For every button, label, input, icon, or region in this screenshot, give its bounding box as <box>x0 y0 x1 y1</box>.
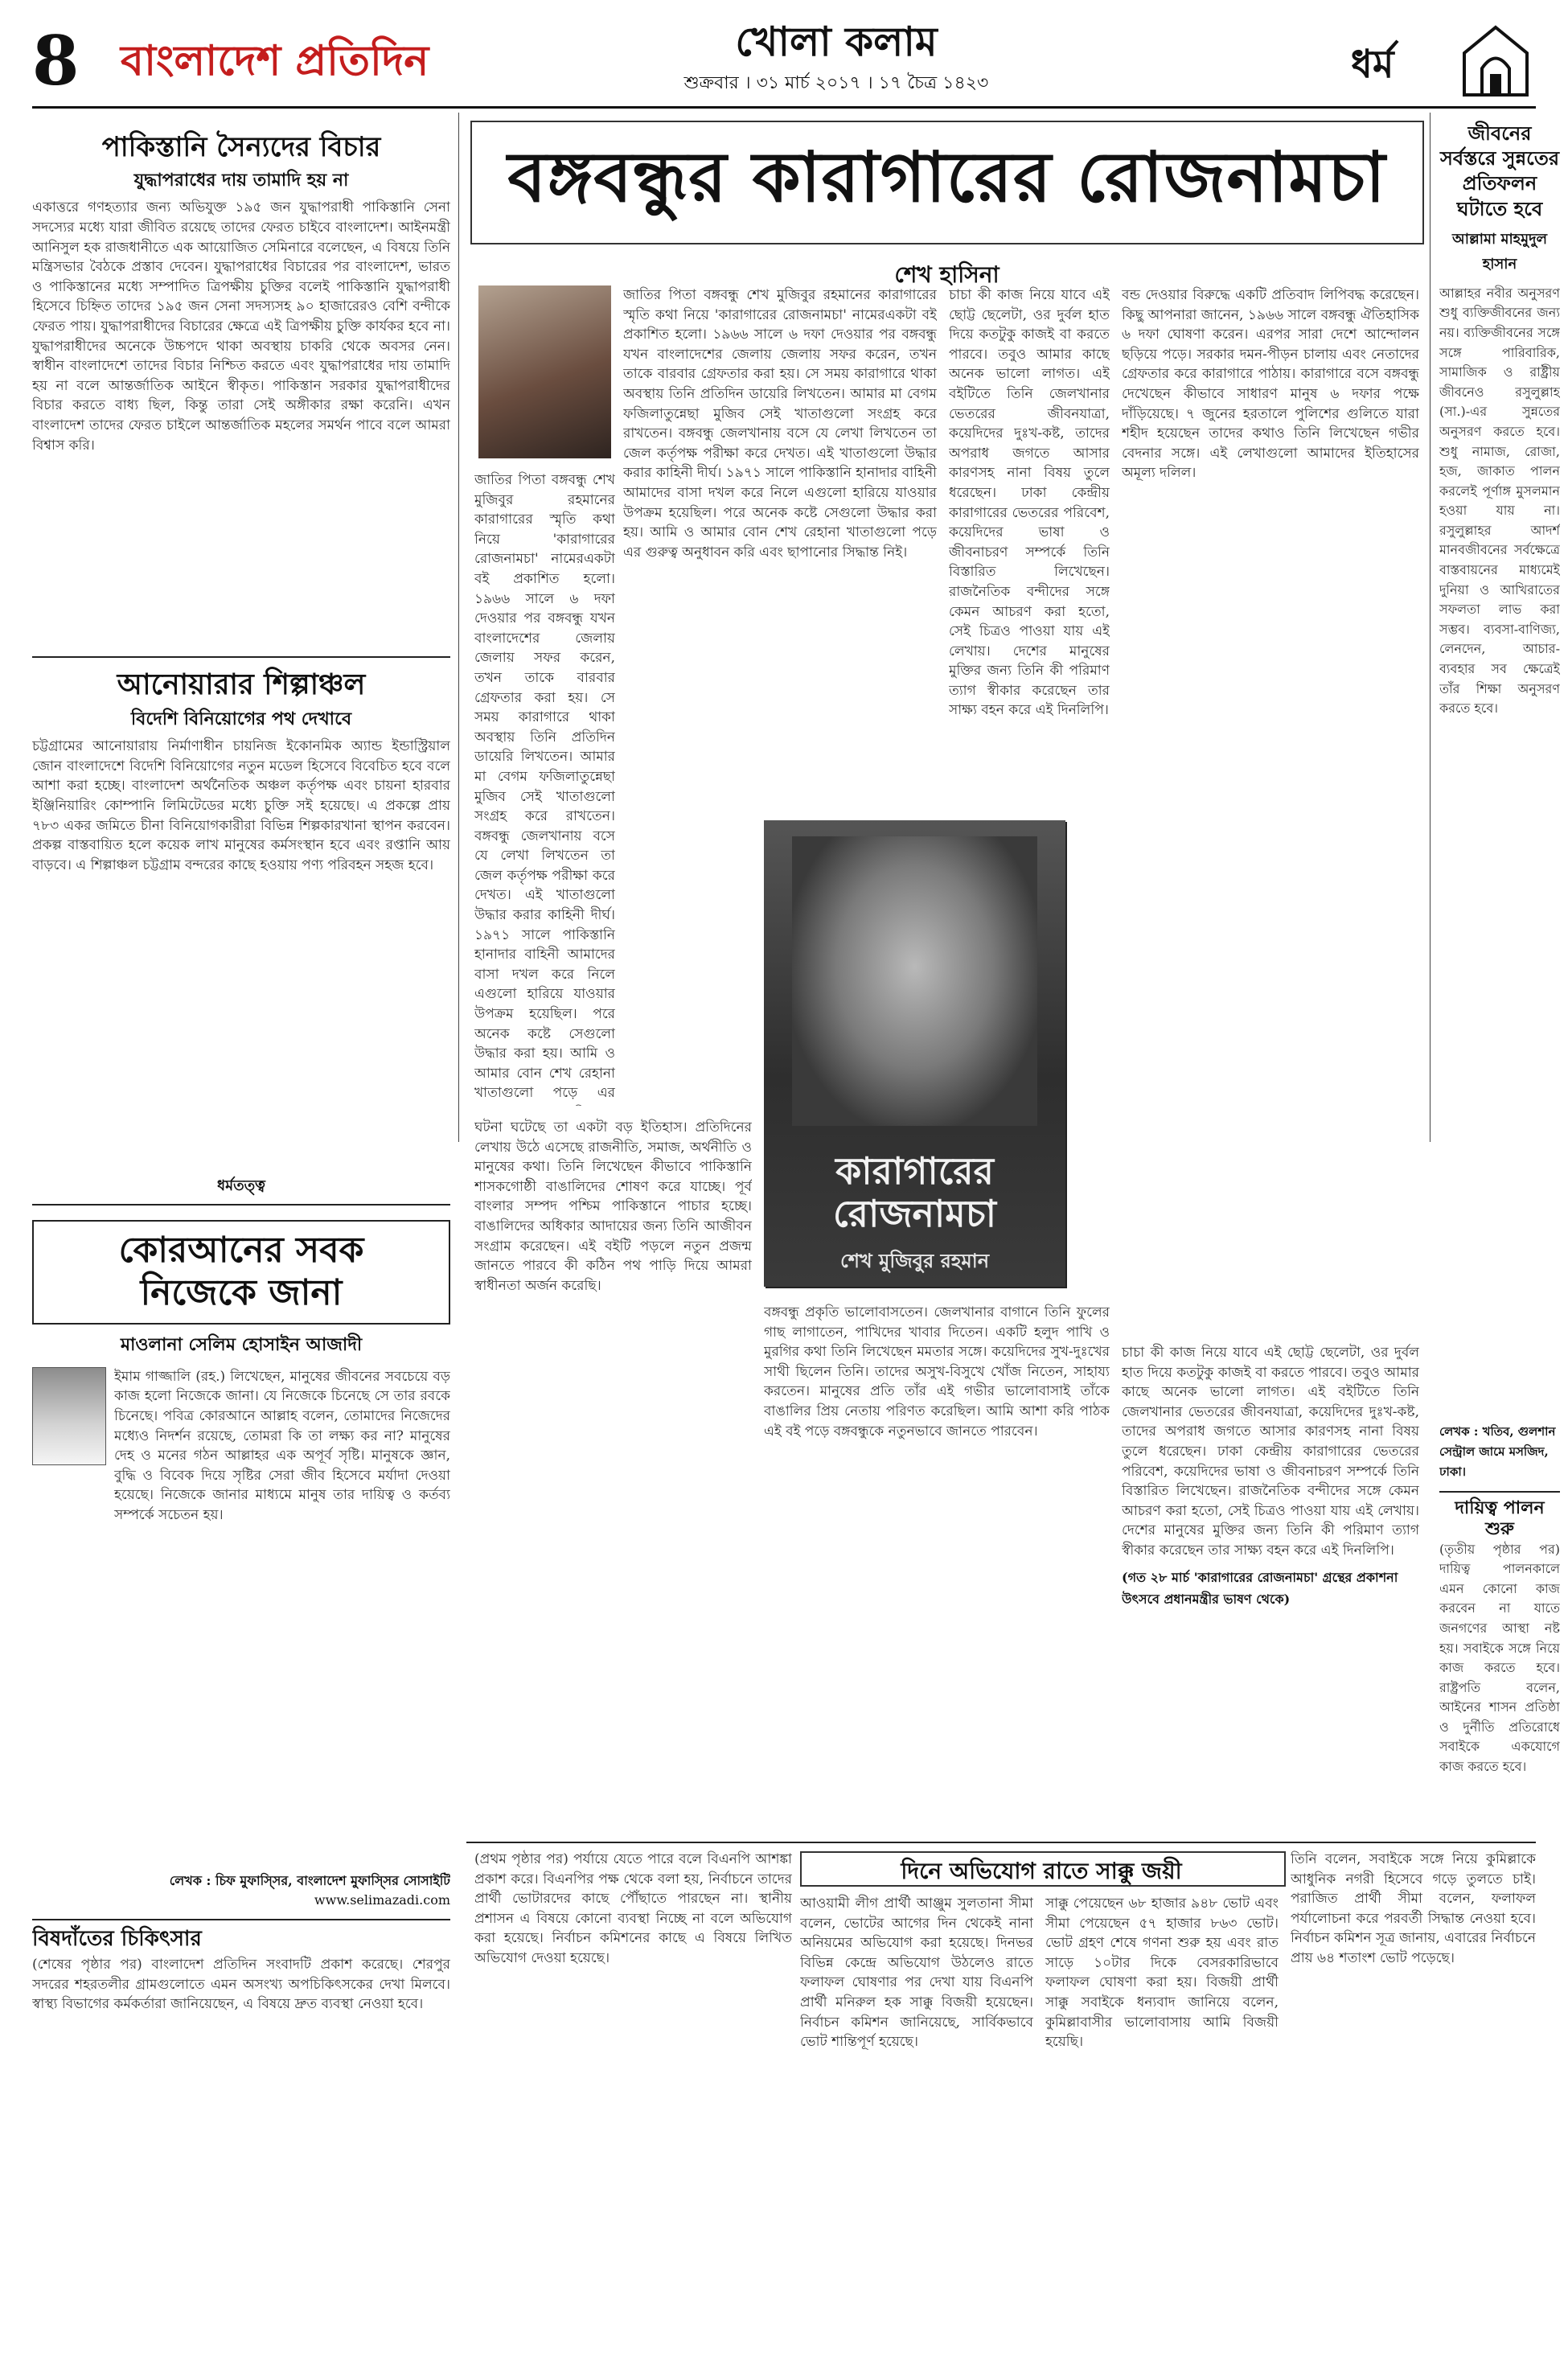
book-author: শেখ মুজিবুর রহমান <box>839 1249 990 1272</box>
box-title: দায়িত্ব পালন শুরু <box>1455 1497 1545 1540</box>
bottom-column-3 <box>1045 1894 1279 2364</box>
book-title-line2: রোজনামচা <box>833 1191 996 1235</box>
article-title: আনোয়ারার শিল্পাঞ্চল <box>117 667 366 702</box>
article-treatment <box>32 1927 450 2076</box>
article-subtitle: যুদ্ধাপরাধের দায় তামাদি হয় না <box>133 169 349 191</box>
page-number: 8 <box>32 21 80 101</box>
bottom-column-1 <box>474 1850 792 2364</box>
article-body: (শেষের পৃষ্ঠার পর) বাংলাদেশ প্রতিদিন সংবাদটি প্রকাশ করেছে। শেরপুর সদরের শহরতলীর গ্রামগুলোতে এমন অসংখ্য অপচিকিৎসকের দেখা মিলবে। স্বাস্থ্য বিভাগের কর্মকর্তারা জানিয়েছেন, এ বিষয়ে দ্রুত ব্যবস্থা নেওয়া হবে। <box>32 1956 450 2013</box>
article-body: বঙ্গবন্ধু প্রকৃতি ভালোবাসতেন। জেলখানার বাগানে তিনি ফুলের গাছ লাগাতেন, পাখিদের খাবার দিতেন। একটি হলুদ পাখি ও মুরগির কথা তিনি লিখেছেন মমতার সঙ্গে। কয়েদিদের সুখ-দুঃখের সাথী ছিলেন তিনি। তাদের অসুখ-বিসুখে খোঁজ নিতেন, সাহায্য করতেন। মানুষের প্রতি তাঁর এই গভীর ভালোবাসাই তাঁকে বাঙালির প্রিয় নেতায় পরিণত করেছিল। আমি আশা করি পাঠক এই বই পড়ে বঙ্গবন্ধুকে নতুনভাবে জানতে পারবেন। <box>764 1304 1110 1440</box>
main-headline: বঙ্গবন্ধুর কারাগারের রোজনামচা <box>507 137 1386 218</box>
dateline: শুক্রবার । ৩১ মার্চ ২০১৭ । ১৭ চৈত্র ১৪২৩ <box>683 73 989 93</box>
article-body: সাক্কু পেয়েছেন ৬৮ হাজার ৯৪৮ ভোট এবং সীমা পেয়েছেন ৫৭ হাজার ৮৬৩ ভোট। ভোট গ্রহণ শেষে গণনা শুরু হয় এবং রাত সাড়ে ১০টার দিকে বেসরকারিভাবে ফলাফল ঘোষণা করা হয়। বিজয়ী প্রার্থী সাক্কু সবাইকে ধন্যবাদ জানিয়ে বলেন, কুমিল্লাবাসীর ভালোবাসায় আমি বিজয়ী হয়েছি। <box>1045 1896 1279 2051</box>
article-title-line1: কোরআনের সবক <box>118 1230 364 1271</box>
main-column-a-cont <box>474 470 615 1106</box>
article-body: বন্ড দেওয়ার বিরুদ্ধে একটি প্রতিবাদ লিপিবদ্ধ করেছেন। কিছু আপনারা জানেন, ১৯৬৬ সালে বঙ্গবন্ধু ঐতিহাসিক ৬ দফা ঘোষণা করেন। এরপর সারা দেশে আন্দোলন ছড়িয়ে পড়ে। সরকার দমন-পীড়ন চালায় এবং নেতাদের গ্রেফতার করে কারাগারে পাঠায়। কারাগারে বসে বঙ্গবন্ধু দেখেছেন কীভাবে সাধারণ মানুষ ৬ দফার পক্ষে দাঁড়িয়েছে। ৭ জুনের হরতালে পুলিশের গুলিতে যারা শহীদ হয়েছেন তাদের কথাও তিনি লিখেছেন গভীর বেদনার সঙ্গে। এই লেখাগুলো আমাদের ইতিহাসের অমূল্য দলিল। <box>1122 287 1419 482</box>
author-website[interactable]: www.selimazadi.com <box>314 1891 450 1908</box>
article-title-line2: নিজেকে জানা <box>140 1271 343 1313</box>
article-signature: লেখক : চিফ মুফাস্সির, বাংলাদেশ মুফাস্সির সোসাইটি <box>169 1872 450 1888</box>
book-title-line1: কারাগারের <box>835 1149 994 1193</box>
article-pakistan <box>32 131 450 648</box>
article-signature: লেখক : খতিব, গুলশান সেন্ট্রাল জামে মসজিদ, ঢাকা। <box>1439 1423 1556 1479</box>
article-body: ইমাম গাজ্জালি (রহ.) লিখেছেন, মানুষের জীবনের সবচেয়ে বড় কাজ হলো নিজেকে জানা। যে নিজেকে চিনেছে সে তার রবকে চিনেছে। পবিত্র কোরআনে আল্লাহ বলেন, তোমাদের নিজেদের মধ্যেও নিদর্শন রয়েছে, তোমরা কি তা লক্ষ্য কর না? মানুষের দেহ ও মনের গঠন আল্লাহর এক অপূর্ব সৃষ্টি। মানুষকে জ্ঞান, বুদ্ধি ও বিবেক দিয়ে সৃষ্টির সেরা জীব হিসেবে মর্যাদা দেওয়া হয়েছে। নিজেকে জানার মাধ্যমে মানুষ তার দায়িত্ব ও কর্তব্য সম্পর্কে সচেতন হয়। <box>114 1368 450 1523</box>
rubric-label: ধর্মতত্ত্ব <box>32 1174 450 1205</box>
article-body: চাচা কী কাজ নিয়ে যাবে এই ছোট্ট ছেলেটা, ওর দুর্বল হাত দিয়ে কতটুকু কাজই বা করতে পারবে। তবুও আমার কাছে অনেক ভালো লাগত। এই বইটিতে তিনি জেলখানার ভেতরের জীবনযাত্রা, কয়েদিদের দুঃখ-কষ্ট, তাদের অপরাধ জগতে আসার কারণসহ নানা বিষয় তুলে ধরেছেন। ঢাকা কেন্দ্রীয় কারাগারের ভেতরের পরিবেশ, কয়েদিদের ভাষা ও জীবনাচরণ সম্পর্কে তিনি বিস্তারিত লিখেছেন। রাজনৈতিক বন্দীদের সঙ্গে কেমন আচরণ করা হতো, সেই চিত্রও পাওয়া যায় এই লেখায়। দেশের মানুষের মুক্তির জন্য তিনি কী পরিমাণ ত্যাগ স্বীকার করেছেন তার সাক্ষ্য বহন করে এই দিনলিপি। <box>949 287 1110 719</box>
bottom-column-2 <box>800 1894 1033 2364</box>
article-body: চট্টগ্রামের আনোয়ারায় নির্মাণাধীন চায়নিজ ইকোনমিক অ্যান্ড ইন্ডাস্ট্রিয়াল জোন বাংলাদেশে বিদেশি বিনিয়োগের নতুন মডেল হিসেবে বিবেচিত হবে বলে আশা করা হচ্ছে। বাংলাদেশ অর্থনৈতিক অঞ্চল কর্তৃপক্ষ এবং চায়না হারবার ইঞ্জিনিয়ারিং কোম্পানি লিমিটেডের মধ্যে চুক্তি সই হয়েছে। এ প্রকল্পে প্রায় ৭৮৩ একর জমিতে চীনা বিনিয়োগকারীরা বিভিন্ন শিল্পকারখানা স্থাপন করবেন। প্রকল্প বাস্তবায়িত হলে কয়েক লাখ মানুষের কর্মসংস্থান হবে এবং রপ্তানি আয় বাড়বে। এ শিল্পাঞ্চল চট্টগ্রাম বন্দরের কাছে হওয়ায় পণ্য পরিবহন সহজ হবে। <box>32 738 450 873</box>
left-column <box>32 117 450 2368</box>
article-body: জাতির পিতা বঙ্গবন্ধু শেখ মুজিবুর রহমানের কারাগারের স্মৃতি কথা নিয়ে 'কারাগারের রোজনামচা' নামেরএকটা বই প্রকাশিত হলো। ১৯৬৬ সালে ৬ দফা দেওয়ার পর বঙ্গবন্ধু যখন বাংলাদেশের জেলায় জেলায় সফর করেন, তখন তাকে বারবার গ্রেফতার করা হয়। সে সময় কারাগারে থাকা অবস্থায় তিনি প্রতিদিন ডায়েরি লিখতেন। আমার মা বেগম ফজিলাতুন্নেছা মুজিব সেই খাতাগুলো সংগ্রহ করে রাখতেন। বঙ্গবন্ধু জেলখানায় বসে যে লেখা লিখতেন তা জেল কর্তৃপক্ষ পরীক্ষা করে দেখত। এই খাতাগুলো উদ্ধার করার কাহিনী দীর্ঘ। ১৯৭১ সালে পাকিস্তানি হানাদার বাহিনী আমাদের বাসা দখল করে নিলে এগুলো হারিয়ে যাওয়ার উপক্রম হয়েছিল। পরে অনেক কষ্টে সেগুলো উদ্ধার করা হয়। আমি ও আমার বোন শেখ রেহানা খাতাগুলো পড়ে এর গুরুত্ব অনুধাবন করি এবং ছাপানোর সিদ্ধান্ত নিই। <box>623 287 937 561</box>
main-column-f <box>1122 1343 1419 1834</box>
category-label: ধর্ম <box>1351 42 1394 87</box>
author-name: আল্লামা মাহমুদুল হাসান <box>1451 230 1548 273</box>
article-subtitle: বিদেশি বিনিয়োগের পথ দেখাবে <box>130 708 352 729</box>
article-endnote: (গত ২৮ মার্চ 'কারাগারের রোজনামচা' গ্রন্থের প্রকাশনা উৎসবে প্রধানমন্ত্রীর ভাষণ থেকে) <box>1122 1569 1398 1607</box>
main-column-b <box>949 285 1110 800</box>
author-portrait <box>478 285 611 458</box>
main-column-e <box>764 1303 1110 1834</box>
article-body: জাতির পিতা বঙ্গবন্ধু শেখ মুজিবুর রহমানের কারাগারের স্মৃতি কথা নিয়ে 'কারাগারের রোজনামচা' নামেরএকটা বই প্রকাশিত হলো। ১৯৬৬ সালে ৬ দফা দেওয়ার পর বঙ্গবন্ধু যখন বাংলাদেশের জেলায় জেলায় সফর করেন, তখন তাকে বারবার গ্রেফতার করা হয়। সে সময় কারাগারে থাকা অবস্থায় তিনি প্রতিদিন ডায়েরি লিখতেন। আমার মা বেগম ফজিলাতুন্নেছা মুজিব সেই খাতাগুলো সংগ্রহ করে রাখতেন। বঙ্গবন্ধু জেলখানায় বসে যে লেখা লিখতেন তা জেল কর্তৃপক্ষ পরীক্ষা করে দেখত। এই খাতাগুলো উদ্ধার করার কাহিনী দীর্ঘ। ১৯৭১ সালে পাকিস্তানি হানাদার বাহিনী আমাদের বাসা দখল করে নিলে এগুলো হারিয়ে যাওয়ার উপক্রম হয়েছিল। পরে অনেক কষ্টে সেগুলো উদ্ধার করা হয়। আমি ও আমার বোন শেখ রেহানা খাতাগুলো পড়ে এর <box>474 472 615 1102</box>
main-column-c <box>1122 285 1419 1331</box>
author-name: মাওলানা সেলিম হোসাইন আজাদী <box>120 1333 363 1355</box>
article-body: ঘটনা ঘটেছে তা একটা বড় ইতিহাস। প্রতিদিনের লেখায় উঠে এসেছে রাজনীতি, সমাজ, অর্থনীতি ও মানুষের কথা। তিনি লিখেছেন কীভাবে পাকিস্তানি শাসকগোষ্ঠী বাঙালিদের শোষণ করে যাচ্ছে। পূর্ব বাংলার সম্পদ পশ্চিম পাকিস্তানে পাচার হচ্ছে। বাঙালিদের অধিকার আদায়ের জন্য তিনি আজীবন সংগ্রাম করেছেন। এই বইটি পড়লে নতুন প্রজন্ম জানতে পারবে কী কঠিন পথ পাড়ি দিয়ে আমরা স্বাধীনতা অর্জন করেছি। <box>474 1119 752 1294</box>
section-title: খোলা কলাম <box>735 18 938 65</box>
article-body: চাচা কী কাজ নিয়ে যাবে এই ছোট্ট ছেলেটা, ওর দুর্বল হাত দিয়ে কতটুকু কাজই বা করতে পারবে। তবুও আমার কাছে অনেক ভালো লাগত। এই বইটিতে তিনি জেলখানার ভেতরের জীবনযাত্রা, কয়েদিদের দুঃখ-কষ্ট, তাদের অপরাধ জগতে আসার কারণসহ নানা বিষয় তুলে ধরেছেন। ঢাকা কেন্দ্রীয় কারাগারের ভেতরের পরিবেশ, কয়েদিদের ভাষা ও জীবনাচরণ সম্পর্কে তিনি বিস্তারিত লিখেছেন। রাজনৈতিক বন্দীদের সঙ্গে কেমন আচরণ করা হতো, সেই চিত্রও পাওয়া যায় এই লেখায়। দেশের মানুষের মুক্তির জন্য তিনি কী পরিমাণ ত্যাগ স্বীকার করেছেন তার সাক্ষ্য বহন করে এই দিনলিপি। <box>1122 1345 1419 1559</box>
right-column <box>1439 121 1560 1834</box>
article-title: জীবনের সর্বস্তরে সুন্নতের প্রতিফলন ঘটাতে হবে <box>1439 121 1560 220</box>
book-title <box>764 1150 1065 1235</box>
bottom-headline: দিনে অভিযোগ রাতে সাক্কু জয়ী <box>901 1858 1182 1884</box>
article-title: পাকিস্তানি সৈন্যদের বিচার <box>101 131 381 163</box>
author-photo <box>32 1367 106 1465</box>
main-column-d <box>474 1118 752 1834</box>
article-anowara <box>32 667 450 1163</box>
article-body: একাত্তরে গণহত্যার জন্য অভিযুক্ত ১৯৫ জন যুদ্ধাপরাধী পাকিস্তানি সেনা সদস্যের মধ্যে যারা জীবিত রয়েছে তাদের ফেরত চাইবে বাংলাদেশ। আইনমন্ত্রী আনিসুল হক রাজধানীতে এক আয়োজিত সেমিনারে বলেছেন, এ বিষয়ে তিনি মন্ত্রিসভার বৈঠকে প্রস্তাব দেবেন। যুদ্ধাপরাধের বিচারের পর বাংলাদেশ, ভারত ও পাকিস্তানের মধ্যে সম্পাদিত ত্রিপক্ষীয় চুক্তির বলেই পাকিস্তানি যুদ্ধাপরাধী হিসেবে চিহ্নিত তাদের ১৯৫ জন সেনা সদস্যসহ ৯০ হাজারেরও বেশি বন্দীকে ফেরত পায়। যুদ্ধাপরাধীদের বিচারের ক্ষেত্রে এই ত্রিপক্ষীয় চুক্তি কার্যকর হবে না। যুদ্ধাপরাধীদের অনেকে উচ্চপদে থাকা অবস্থায় চাকরি থেকে অবসর নেন। স্বাধীন বাংলাদেশে তাদের বিচার নিশ্চিত করতে এবং যুদ্ধাপরাধের দায় তামাদি হয় না বলে আন্তর্জাতিক আইনে স্বীকৃত। পাকিস্তান সরকার যুদ্ধাপরাধীদের বিচার করতে বাধ্য ছিল, কিন্তু তারা সেই অঙ্গীকার রক্ষা করেনি। এখন বাংলাদেশ তাদের ফেরত চাইলে আন্তর্জাতিক মহলের সমর্থন পাবে বলে আমরা বিশ্বাস করি। <box>32 199 450 454</box>
book-cover-portrait <box>792 836 1037 1126</box>
article-quran <box>32 1220 450 1908</box>
bottom-column-4 <box>1291 1850 1536 2364</box>
main-author: শেখ হাসিনা <box>894 261 999 288</box>
article-title: বিষদাঁতের চিকিৎসার <box>32 1926 202 1951</box>
box-body: (তৃতীয় পৃষ্ঠার পর) দায়িত্ব পালনকালে এমন কোনো কাজ করবেন না যাতে জনগণের আস্থা নষ্ট হয়। সবাইকে সঙ্গে নিয়ে কাজ করতে হবে। রাষ্ট্রপতি বলেন, আইনের শাসন প্রতিষ্ঠা ও দুর্নীতি প্রতিরোধে সবাইকে একযোগে কাজ করতে হবে। <box>1439 1541 1560 1775</box>
mosque-icon <box>1459 24 1532 97</box>
newspaper-logo[interactable]: বাংলাদেশ প্রতিদিন <box>121 36 429 85</box>
article-body: আল্লাহর নবীর অনুসরণ শুধু ব্যক্তিজীবনের জন্য নয়। ব্যক্তিজীবনের সঙ্গে সঙ্গে পারিবারিক, সামাজিক ও রাষ্ট্রীয় জীবনেও রসুলুল্লাহ (সা.)-এর সুন্নতের অনুসরণ করতে হবে। শুধু নামাজ, রোজা, হজ, জাকাত পালন করলেই পূর্ণাঙ্গ মুসলমান হওয়া যায় না। রসুলুল্লাহর আদর্শ মানবজীবনের সর্বক্ষেত্রে বাস্তবায়নের মাধ্যমেই দুনিয়া ও আখিরাতের সফলতা লাভ করা সম্ভব। ব্যবসা-বাণিজ্য, লেনদেন, আচার-ব্যবহার সব ক্ষেত্রেই তাঁর শিক্ষা অনুসরণ করতে হবে। <box>1439 285 1560 717</box>
article-body: আওয়ামী লীগ প্রার্থী আঞ্জুম সুলতানা সীমা বলেন, ভোটের আগের দিন থেকেই নানা অনিয়মের অভিযোগ করা হয়েছে। দিনভর বিভিন্ন কেন্দ্রে অভিযোগ উঠলেও রাতে ফলাফল ঘোষণার পর দেখা যায় বিএনপি প্রার্থী মনিরুল হক সাক্কু বিজয়ী হয়েছেন। নির্বাচন কমিশন জানিয়েছে, সার্বিকভাবে ভোট শান্তিপূর্ণ হয়েছে। <box>800 1896 1033 2051</box>
article-body: (প্রথম পৃষ্ঠার পর) পর্যায়ে যেতে পারে বলে বিএনপি আশঙ্কা প্রকাশ করে। বিএনপির পক্ষ থেকে বলা হয়, নির্বাচনে তাদের প্রার্থী ভোটারদের কাছে পৌঁছাতে পারছেন না। স্থানীয় প্রশাসন এ বিষয়ে কোনো ব্যবস্থা নিচ্ছে না বলে অভিযোগ করা হয়েছে। নির্বাচন কমিশনের কাছে এ বিষয়ে লিখিত অভিযোগ দেওয়া হয়েছে। <box>474 1851 792 1966</box>
article-body: তিনি বলেন, সবাইকে সঙ্গে নিয়ে কুমিল্লাকে আধুনিক নগরী হিসেবে গড়ে তুলতে চাই। পরাজিত প্রার্থী সীমা বলেন, ফলাফল পর্যালোচনা করে পরবর্তী সিদ্ধান্ত নেওয়া হবে। নির্বাচন কমিশন সূত্র জানায়, এবারের নির্বাচনে প্রায় ৬৪ শতাংশ ভোট পড়েছে। <box>1291 1851 1536 1966</box>
